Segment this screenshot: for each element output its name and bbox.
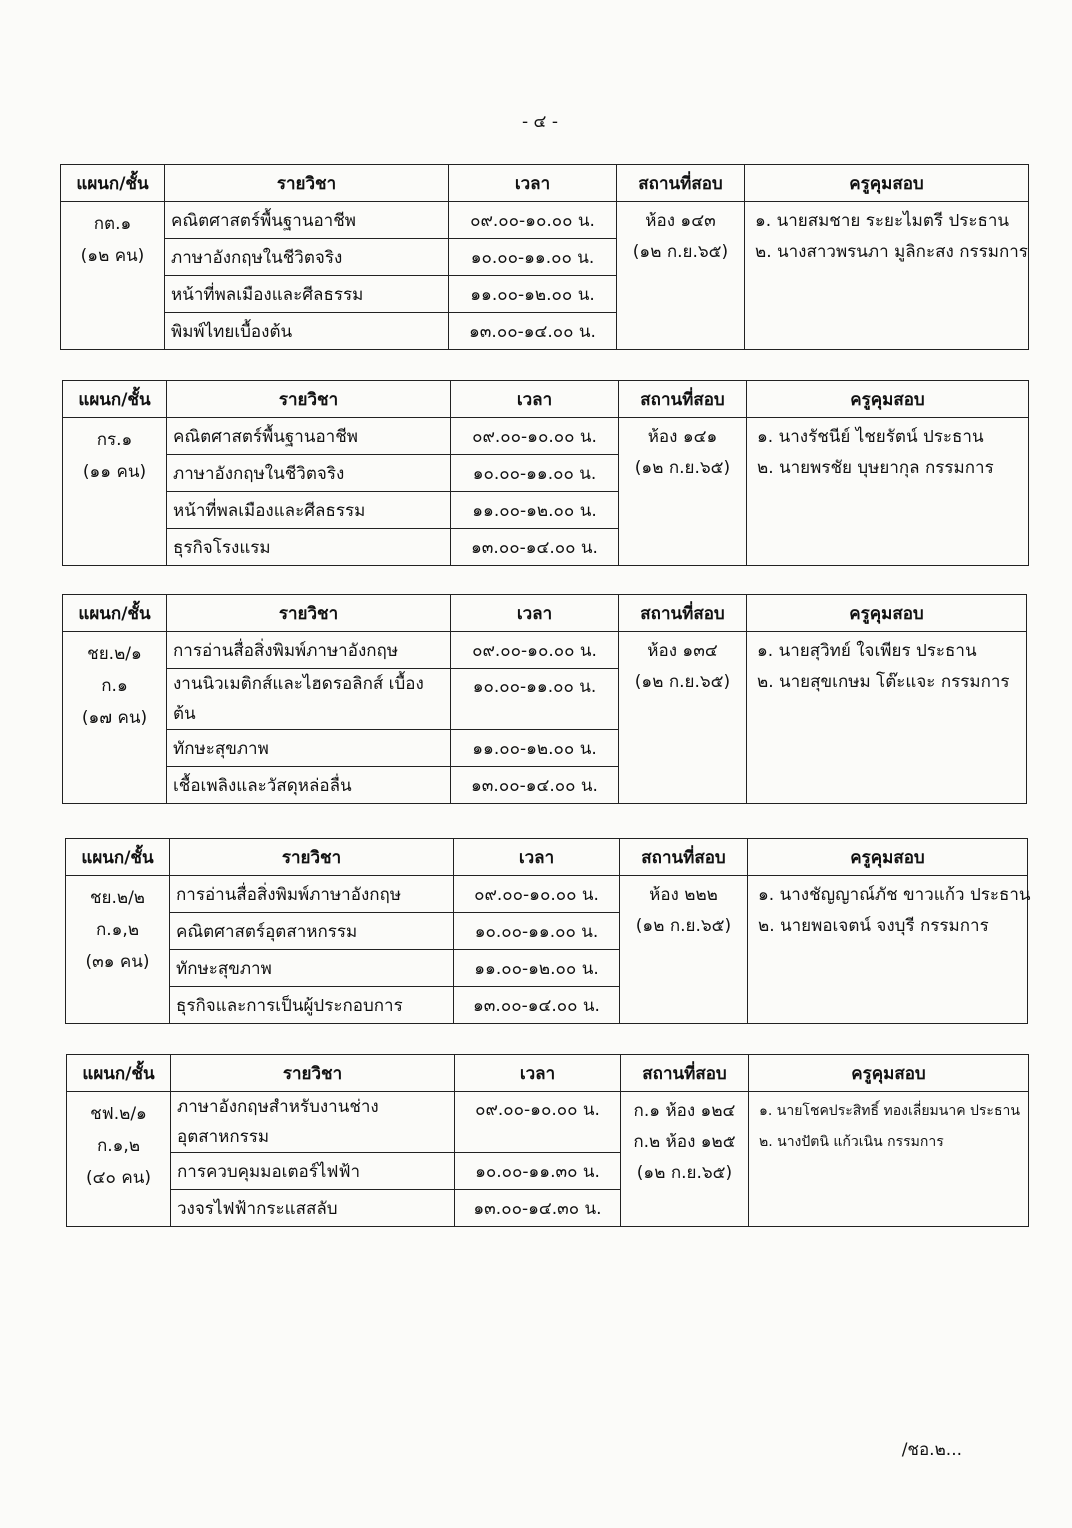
proctor-member: ๒. นายสุขเกษม โต๊ะแจะ กรรมการ <box>757 672 1010 692</box>
header-location: สถานที่สอบ <box>619 595 747 632</box>
exam-table-2 <box>62 380 1029 566</box>
header-time: เวลา <box>455 1055 621 1092</box>
proctors-cell <box>747 418 1029 566</box>
proctor-chair: ๑. นายสุวิทย์ ใจเพียร ประธาน <box>757 641 977 661</box>
exam-date: (๑๒ ก.ย.๖๕) <box>632 242 729 262</box>
proctors-cell <box>747 632 1027 804</box>
dept-group: ก.๑,๒ <box>95 920 140 940</box>
page-number: - ๔ - <box>522 112 558 132</box>
proctors-cell <box>745 202 1029 350</box>
header-subject: รายวิชา <box>165 165 449 202</box>
room-cell <box>619 632 747 804</box>
header-dept: แผนก/ชั้น <box>63 595 167 632</box>
subject-cell: การควบคุมมอเตอร์ไฟฟ้า <box>171 1153 455 1190</box>
time-cell: ๑๓.๐๐-๑๔.๓๐ น. <box>455 1190 621 1227</box>
subject-cell: การอ่านสื่อสิ่งพิมพ์ภาษาอังกฤษ <box>167 632 451 669</box>
time-cell: ๑๑.๐๐-๑๒.๐๐ น. <box>454 950 620 987</box>
room-name: ห้อง ๑๔๓ <box>645 211 716 231</box>
header-proctors: ครูคุมสอบ <box>747 595 1027 632</box>
header-location: สถานที่สอบ <box>621 1055 749 1092</box>
dept-count: (๑๒ คน) <box>80 246 145 266</box>
time-cell: ๑๑.๐๐-๑๒.๐๐ น. <box>449 276 617 313</box>
dept-count: (๑๗ คน) <box>81 708 148 728</box>
header-time: เวลา <box>454 839 620 876</box>
header-dept: แผนก/ชั้น <box>67 1055 171 1092</box>
proctor-member: ๒. นายพรชัย บุษยากุล กรรมการ <box>757 458 994 478</box>
dept-cell <box>66 876 170 1024</box>
time-cell: ๐๙.๐๐-๑๐.๐๐ น. <box>455 1092 621 1153</box>
proctors-cell <box>748 876 1031 1024</box>
exam-table-4 <box>65 838 1031 1024</box>
dept-name: กร.๑ <box>96 430 133 450</box>
proctor-member: ๒. นางปัตนิ แก้วเนิน กรรมการ <box>759 1134 944 1150</box>
subject-cell: หน้าที่พลเมืองและศีลธรรม <box>165 276 449 313</box>
subject-cell: หน้าที่พลเมืองและศีลธรรม <box>167 492 451 529</box>
exam-table-1 <box>60 164 1029 350</box>
subject-cell: พิมพ์ไทยเบื้องต้น <box>165 313 449 350</box>
time-cell: ๑๓.๐๐-๑๔.๐๐ น. <box>454 987 620 1024</box>
header-dept: แผนก/ชั้น <box>61 165 165 202</box>
proctor-chair: ๑. นางชัญญาณ์ภัช ขาวแก้ว ประธาน <box>758 885 1031 905</box>
subject-cell: ภาษาอังกฤษในชีวิตจริง <box>165 239 449 276</box>
dept-cell <box>67 1092 171 1227</box>
header-location: สถานที่สอบ <box>620 839 748 876</box>
proctor-member: ๒. นายพอเจตน์ จงบุรี กรรมการ <box>758 916 989 936</box>
subject-cell: ธุรกิจโรงแรม <box>167 529 451 566</box>
subject-cell: ภาษาอังกฤษสำหรับงานช่าง อุตสาหกรรม <box>171 1092 455 1153</box>
room-cell <box>620 876 748 1024</box>
time-cell: ๑๐.๐๐-๑๑.๐๐ น. <box>449 239 617 276</box>
subject-cell: งานนิวเมติกส์และไฮดรอลิกส์ เบื้องต้น <box>167 669 451 730</box>
dept-name: กต.๑ <box>93 214 132 234</box>
subject-cell: เชื้อเพลิงและวัสดุหล่อลื่น <box>167 767 451 804</box>
time-cell: ๐๙.๐๐-๑๐.๐๐ น. <box>454 876 620 913</box>
dept-cell <box>61 202 165 350</box>
subject-cell: คณิตศาสตร์พื้นฐานอาชีพ <box>167 418 451 455</box>
room-cell <box>619 418 747 566</box>
dept-name: ชฟ.๒/๑ <box>90 1104 147 1124</box>
header-subject: รายวิชา <box>171 1055 455 1092</box>
subject-cell: ทักษะสุขภาพ <box>170 950 454 987</box>
time-cell: ๐๙.๐๐-๑๐.๐๐ น. <box>451 418 619 455</box>
dept-cell <box>63 418 167 566</box>
header-time: เวลา <box>451 595 619 632</box>
dept-group: ก.๑,๒ <box>96 1136 141 1156</box>
dept-count: (๔๐ คน) <box>86 1168 151 1188</box>
time-cell: ๑๐.๐๐-๑๑.๐๐ น. <box>451 455 619 492</box>
header-dept: แผนก/ชั้น <box>66 839 170 876</box>
exam-date: (๑๒ ก.ย.๖๕) <box>634 458 731 478</box>
time-cell: ๑๐.๐๐-๑๑.๐๐ น. <box>451 669 619 730</box>
header-dept: แผนก/ชั้น <box>63 381 167 418</box>
time-cell: ๐๙.๐๐-๑๐.๐๐ น. <box>449 202 617 239</box>
time-cell: ๑๐.๐๐-๑๑.๐๐ น. <box>454 913 620 950</box>
dept-group: ก.๑ <box>101 676 128 696</box>
room-cell <box>621 1092 749 1227</box>
exam-table-5 <box>66 1054 1029 1227</box>
subject-cell: ภาษาอังกฤษในชีวิตจริง <box>167 455 451 492</box>
time-cell: ๑๐.๐๐-๑๑.๓๐ น. <box>455 1153 621 1190</box>
room-name-group1: ก.๑ ห้อง ๑๒๔ <box>633 1101 736 1121</box>
subject-cell: ทักษะสุขภาพ <box>167 730 451 767</box>
room-name: ห้อง ๑๔๑ <box>647 427 718 447</box>
proctor-chair: ๑. นายสมชาย ระยะไมตรี ประธาน <box>755 211 1010 231</box>
exam-date: (๑๒ ก.ย.๖๕) <box>636 1163 733 1183</box>
continuation-note: /ชอ.๒... <box>901 1440 962 1460</box>
dept-cell <box>63 632 167 804</box>
header-location: สถานที่สอบ <box>619 381 747 418</box>
room-name: ห้อง ๑๓๔ <box>647 641 718 661</box>
subject-cell: คณิตศาสตร์พื้นฐานอาชีพ <box>165 202 449 239</box>
proctor-chair: ๑. นางรัชนีย์ ไชยรัตน์ ประธาน <box>757 427 984 447</box>
time-cell: ๐๙.๐๐-๑๐.๐๐ น. <box>451 632 619 669</box>
header-subject: รายวิชา <box>167 381 451 418</box>
subject-cell: วงจรไฟฟ้ากระแสสลับ <box>171 1190 455 1227</box>
subject-cell: การอ่านสื่อสิ่งพิมพ์ภาษาอังกฤษ <box>170 876 454 913</box>
exam-date: (๑๒ ก.ย.๖๕) <box>634 672 731 692</box>
time-cell: ๑๓.๐๐-๑๔.๐๐ น. <box>451 529 619 566</box>
dept-name: ชย.๒/๑ <box>87 644 142 664</box>
header-time: เวลา <box>451 381 619 418</box>
time-cell: ๑๓.๐๐-๑๔.๐๐ น. <box>449 313 617 350</box>
header-proctors: ครูคุมสอบ <box>745 165 1029 202</box>
header-time: เวลา <box>449 165 617 202</box>
header-proctors: ครูคุมสอบ <box>749 1055 1029 1092</box>
subject-cell: ธุรกิจและการเป็นผู้ประกอบการ <box>170 987 454 1024</box>
room-name-group2: ก.๒ ห้อง ๑๒๕ <box>633 1132 736 1152</box>
subject-cell: คณิตศาสตร์อุตสาหกรรม <box>170 913 454 950</box>
room-name: ห้อง ๒๒๒ <box>649 885 718 905</box>
proctor-chair: ๑. นายโชคประสิทธิ์ ทองเลี่ยมนาค ประธาน <box>759 1103 1020 1119</box>
dept-count: (๑๑ คน) <box>82 462 147 482</box>
time-cell: ๑๑.๐๐-๑๒.๐๐ น. <box>451 730 619 767</box>
dept-name: ชย.๒/๒ <box>89 888 146 908</box>
time-cell: ๑๑.๐๐-๑๒.๐๐ น. <box>451 492 619 529</box>
proctor-member: ๒. นางสาวพรนภา มูลิกะสง กรรมการ <box>755 242 1028 262</box>
header-proctors: ครูคุมสอบ <box>747 381 1029 418</box>
room-cell <box>617 202 745 350</box>
header-subject: รายวิชา <box>170 839 454 876</box>
exam-table-3 <box>62 594 1027 804</box>
header-location: สถานที่สอบ <box>617 165 745 202</box>
proctors-cell <box>749 1092 1029 1227</box>
dept-count: (๓๑ คน) <box>85 952 150 972</box>
exam-date: (๑๒ ก.ย.๖๕) <box>635 916 732 936</box>
time-cell: ๑๓.๐๐-๑๔.๐๐ น. <box>451 767 619 804</box>
header-proctors: ครูคุมสอบ <box>748 839 1028 876</box>
header-subject: รายวิชา <box>167 595 451 632</box>
